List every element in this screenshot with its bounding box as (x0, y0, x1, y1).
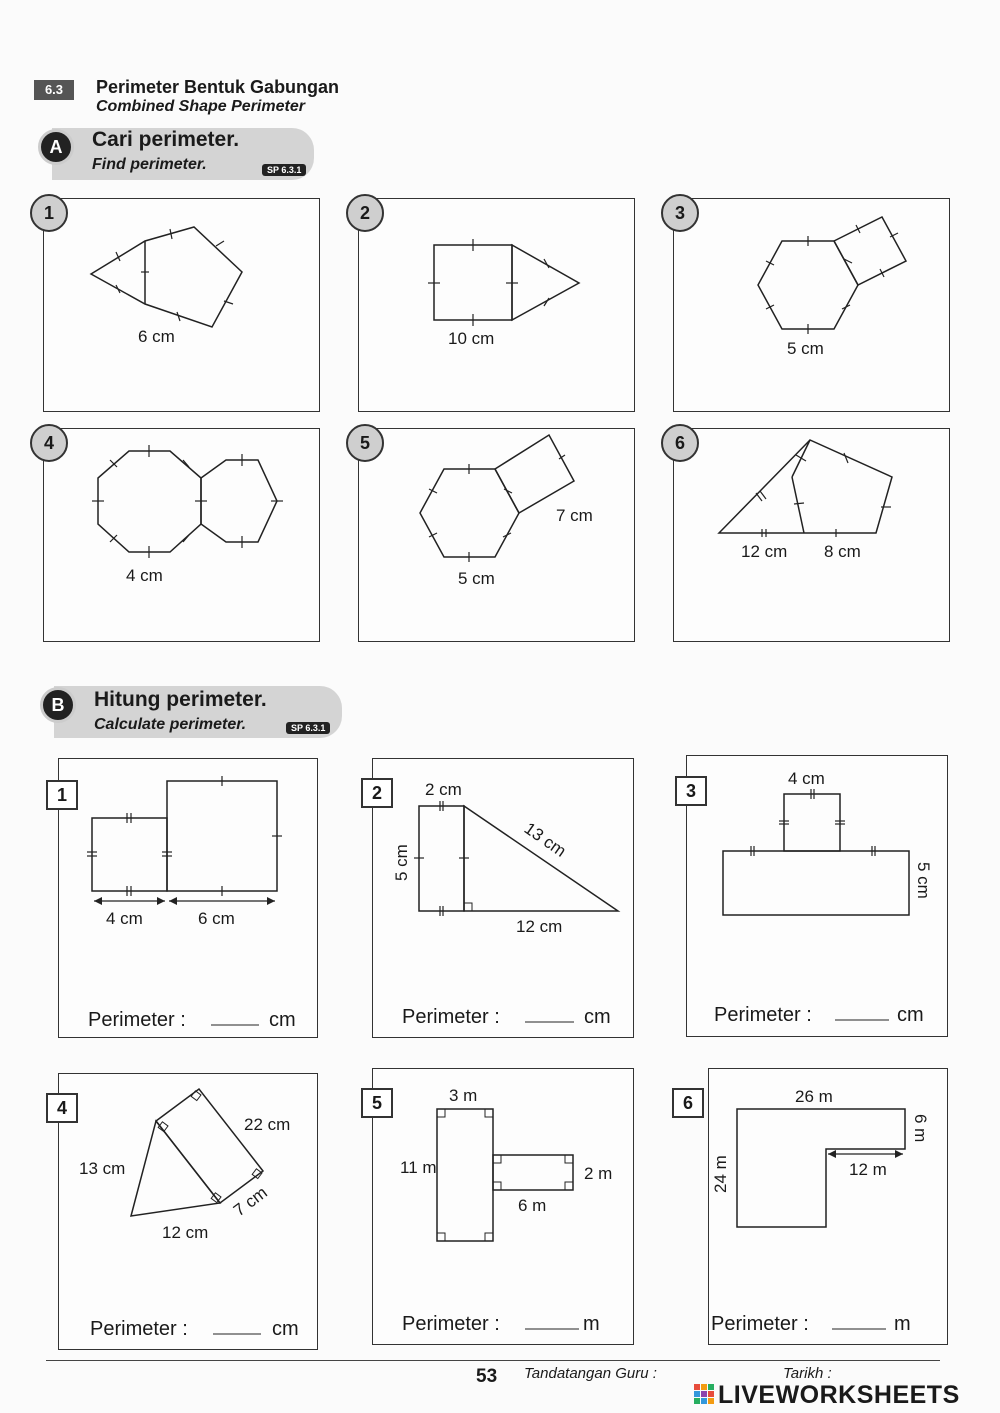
question-b4 (58, 1073, 318, 1350)
b4-unit: cm (272, 1318, 299, 1340)
question-b1-number: 1 (46, 780, 78, 810)
question-a4 (43, 428, 320, 642)
question-b4-number: 4 (46, 1093, 78, 1123)
part-b-letter: B (40, 687, 76, 723)
b4-label-long: 22 cm (244, 1115, 291, 1134)
l-shape-figure (709, 1069, 947, 1344)
question-a5-number: 5 (346, 424, 384, 462)
b3-perimeter-label: Perimeter : (714, 1004, 812, 1026)
b6-label-side: 24 m (711, 1155, 730, 1193)
question-a4-number: 4 (30, 424, 68, 462)
hexagon-square-figure (674, 199, 949, 411)
part-a-letter: A (38, 129, 74, 165)
b6-perimeter-label: Perimeter : (711, 1313, 809, 1335)
b1-perimeter-label: Perimeter : (88, 1009, 186, 1031)
section-title: Perimeter Bentuk Gabungan (96, 77, 340, 97)
liveworksheets-logo-icon (694, 1384, 714, 1404)
two-squares-figure (59, 759, 317, 1037)
question-a6-number: 6 (661, 424, 699, 462)
a2-label: 10 cm (448, 329, 495, 348)
part-b-sp-tag: SP 6.3.1 (286, 722, 330, 734)
a4-label: 4 cm (126, 566, 163, 585)
part-a-title: Cari perimeter. (92, 128, 240, 151)
b5-label-side: 11 m (400, 1158, 437, 1177)
part-b-title: Hitung perimeter. (94, 688, 267, 711)
b2-perimeter-label: Perimeter : (402, 1006, 500, 1028)
b1-label-right: 6 cm (198, 909, 235, 928)
b5-label-right: 2 m (584, 1164, 613, 1183)
b4-label-bottom: 12 cm (162, 1223, 209, 1242)
question-a6 (673, 428, 950, 642)
b2-label-bottom: 12 cm (516, 917, 563, 936)
a6-label-right: 8 cm (824, 542, 861, 561)
question-a1-number: 1 (30, 194, 68, 232)
question-a3-number: 3 (661, 194, 699, 232)
b2-unit: cm (584, 1006, 611, 1028)
question-b6 (708, 1068, 948, 1345)
triangle-rectangle-figure (59, 1074, 317, 1349)
hexagon-rectangle-figure (359, 429, 634, 641)
two-rectangles-figure (373, 1069, 633, 1344)
date-label: Tarikh : (783, 1365, 832, 1382)
b1-unit: cm (269, 1009, 296, 1031)
a5-label-side: 7 cm (556, 506, 593, 525)
question-b1 (58, 758, 318, 1038)
b6-label-top: 26 m (795, 1087, 833, 1106)
brand-name: LIVEWORKSHEETS (718, 1381, 960, 1409)
b3-label-top: 4 cm (788, 769, 825, 788)
b3-label-side: 5 cm (914, 862, 933, 899)
b4-perimeter-label: Perimeter : (90, 1318, 188, 1340)
page-number: 53 (476, 1366, 498, 1387)
octagon-hexagon-figure (44, 429, 319, 641)
a1-label: 6 cm (138, 327, 175, 346)
question-b2 (372, 758, 634, 1038)
footer-divider (46, 1360, 940, 1361)
a6-label-left: 12 cm (741, 542, 788, 561)
a5-label-bottom: 5 cm (458, 569, 495, 588)
question-b5-number: 5 (361, 1088, 393, 1118)
question-a2-number: 2 (346, 194, 384, 232)
b5-label-top: 3 m (449, 1086, 478, 1105)
b2-label-side: 5 cm (392, 844, 411, 881)
square-triangle-figure (359, 199, 634, 411)
teacher-signature-label: Tandatangan Guru : (524, 1365, 657, 1382)
b6-label-right: 6 m (911, 1114, 930, 1143)
a3-label: 5 cm (787, 339, 824, 358)
b4-label-left: 13 cm (79, 1159, 126, 1178)
part-a-sp-tag: SP 6.3.1 (262, 164, 306, 176)
b1-label-left: 4 cm (106, 909, 143, 928)
b5-label-bottom: 6 m (518, 1196, 547, 1215)
section-number: 6.3 (34, 80, 74, 100)
b6-label-inner: 12 m (849, 1160, 887, 1179)
b4-label-short: 7 cm (229, 1182, 271, 1221)
b3-unit: cm (897, 1004, 924, 1026)
b6-unit: m (894, 1313, 911, 1335)
b5-perimeter-label: Perimeter : (402, 1313, 500, 1335)
rectangle-triangle-figure (373, 759, 633, 1037)
part-b-subtitle: Calculate perimeter. (94, 716, 247, 733)
part-a-subtitle: Find perimeter. (92, 156, 207, 173)
b2-label-hyp: 13 cm (520, 818, 570, 861)
question-b3 (686, 755, 948, 1037)
question-a5 (358, 428, 635, 642)
triangle-pentagon-figure (674, 429, 949, 641)
pentagon-kite-figure (44, 199, 319, 411)
question-a1 (43, 198, 320, 412)
question-b2-number: 2 (361, 778, 393, 808)
rectangle-square-figure (687, 756, 947, 1036)
question-a3 (673, 198, 950, 412)
b2-label-top: 2 cm (425, 780, 462, 799)
question-b3-number: 3 (675, 776, 707, 806)
question-a2 (358, 198, 635, 412)
section-subtitle: Combined Shape Perimeter (96, 98, 305, 115)
question-b6-number: 6 (672, 1088, 704, 1118)
b5-unit: m (583, 1313, 600, 1335)
question-b5 (372, 1068, 634, 1345)
